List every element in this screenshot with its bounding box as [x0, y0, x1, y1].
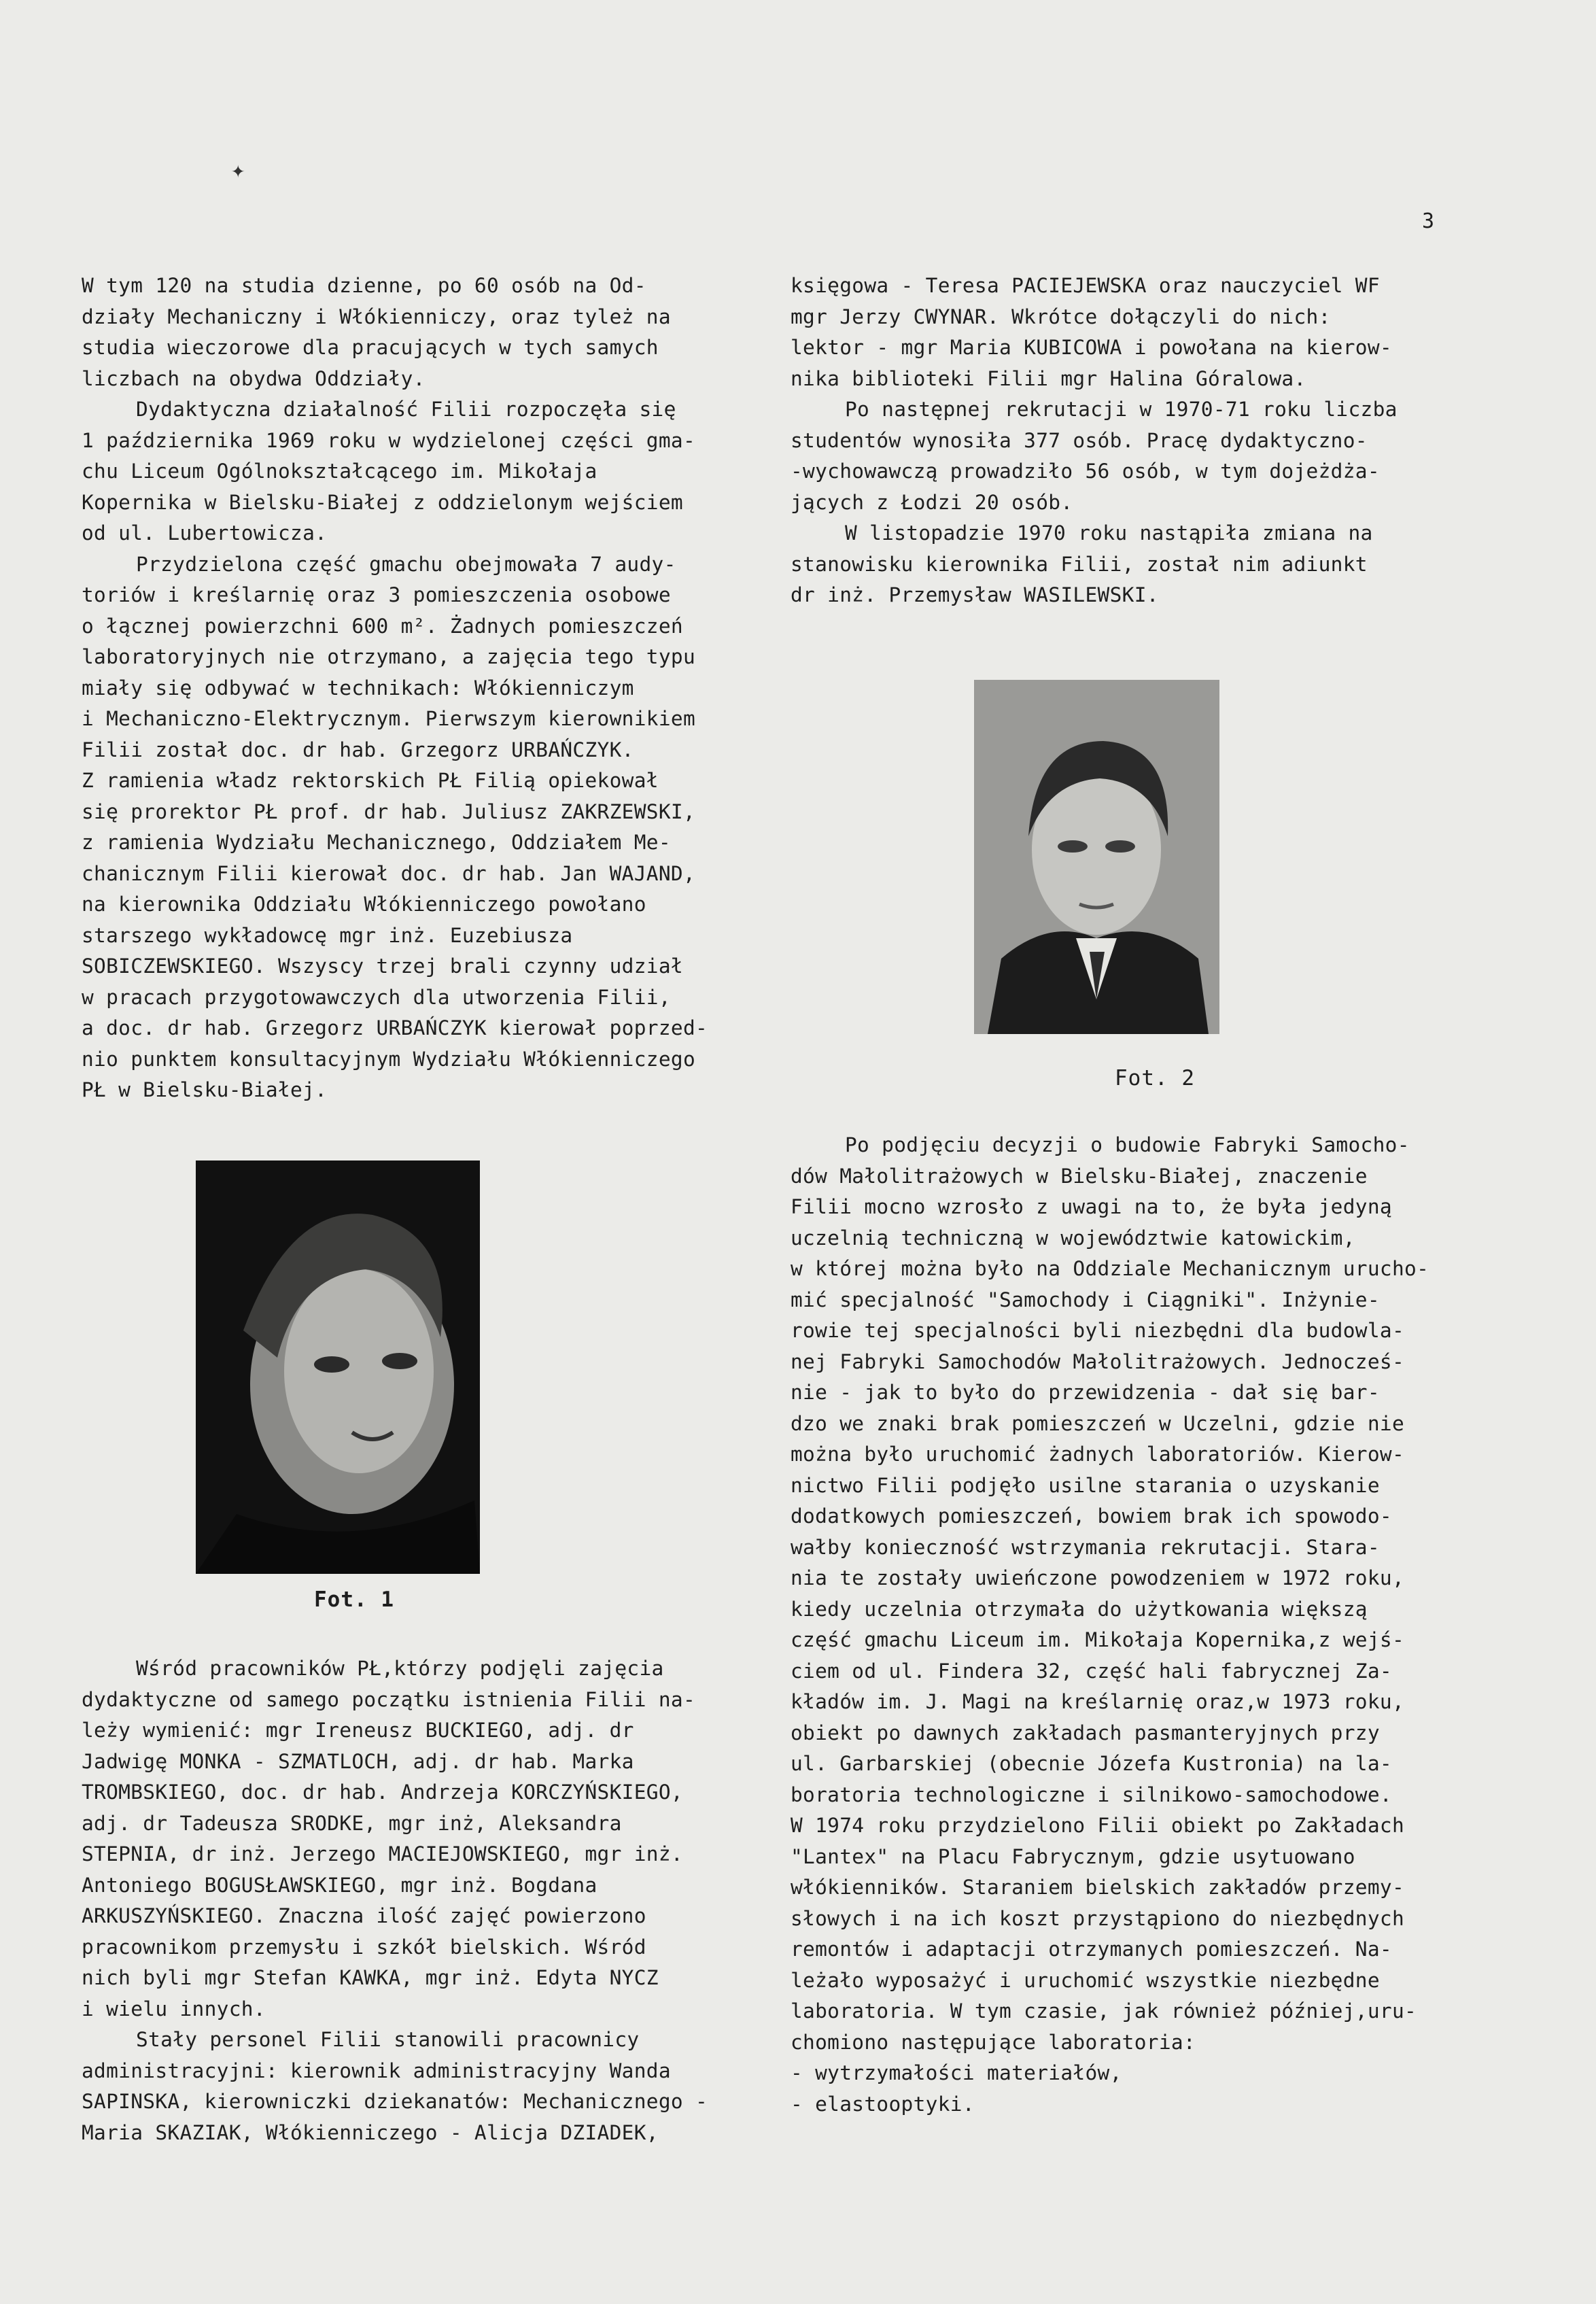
text-line: -wychowawczą prowadziło 56 osób, w tym dojeżdża- [791, 460, 1380, 483]
text-line: Po podjęciu decyzji o budowie Fabryki Samocho- [845, 1133, 1410, 1156]
text-line: księgowa - Teresa PACIEJEWSKA oraz nauczyciel WF [791, 274, 1380, 297]
text-line: i Mechaniczno-Elektrycznym. Pierwszym kierownikiem [82, 707, 696, 730]
text-line: W tym 120 na studia dzienne, po 60 osób na Od- [82, 274, 646, 297]
text-line: nie - jak to było do przewidzenia - dał się bar- [791, 1381, 1380, 1404]
text-line: liczbach na obydwa Oddziały. [82, 366, 426, 390]
text-line: ARKUSZYŃSKIEGO. Znaczna ilość zajęć powierzono [82, 1904, 646, 1927]
text-line: TROMBSKIEGO, doc. dr hab. Andrzeja KORCZYŃSKIEGO, [82, 1781, 683, 1804]
text-line: włókienników. Staraniem bielskich zakładów przemy- [791, 1876, 1405, 1899]
text-line: chanicznym Filii kierował doc. dr hab. Jan WAJAND, [82, 861, 696, 885]
text-line: ciem od ul. Findera 32, część hali fabrycznej Za- [791, 1659, 1392, 1683]
text-line: w pracach przygotowawczych dla utworzenia Filii, [82, 985, 671, 1009]
text-line: Po następnej rekrutacji w 1970-71 roku liczba [845, 398, 1398, 421]
text-line: 1 października 1969 roku w wydzielonej części gma- [82, 428, 696, 452]
portrait-1-image [196, 1160, 480, 1574]
left-column-top-text [82, 271, 708, 1106]
portrait-2-image [974, 680, 1219, 1034]
text-line: W 1974 roku przydzielono Filii obiekt po Zakładach [791, 1814, 1405, 1837]
text-line: stanowisku kierownika Filii, został nim adiunkt [791, 552, 1368, 576]
text-line: w której można było na Oddziale Mechanicznym urucho- [791, 1257, 1429, 1280]
text-line: ul. Garbarskiej (obecnie Józefa Kustronia) na la- [791, 1752, 1392, 1775]
text-line: pracownikom przemysłu i szkół bielskich. Wśród [82, 1935, 646, 1959]
text-line: Stały personel Filii stanowili pracownicy [136, 2028, 640, 2051]
photo-2-caption: Fot. 2 [1115, 1066, 1195, 1090]
text-line: studentów wynosiła 377 osób. Pracę dydaktyczno- [791, 428, 1368, 452]
text-line: i wielu innych. [82, 1997, 266, 2021]
text-line: Jadwigę MONKA - SZMATLOCH, adj. dr hab. Marka [82, 1749, 634, 1773]
text-line: a doc. dr hab. Grzegorz URBAŃCZYK kierował poprzed- [82, 1016, 708, 1039]
text-line: dr inż. Przemysław WASILEWSKI. [791, 583, 1159, 606]
text-line: SAPINSKA, kierowniczki dziekanatów: Mechanicznego - [82, 2090, 708, 2113]
left-column-bottom-text [82, 1653, 708, 2148]
text-line: Filii mocno wzrosło z uwagi na to, że była jedyną [791, 1195, 1392, 1218]
text-line: Wśród pracowników PŁ,którzy podjęli zajęcia [136, 1657, 664, 1680]
text-line: administracyjni: kierownik administracyjny Wanda [82, 2059, 671, 2082]
text-line: starszego wykładowcę mgr inż. Euzebiusza [82, 923, 573, 947]
text-line: Dydaktyczna działalność Filii rozpoczęła się [136, 398, 676, 421]
text-line: lektor - mgr Maria KUBICOWA i powołana na kierow- [791, 336, 1392, 359]
text-line: działy Mechaniczny i Włókienniczy, oraz tyleż na [82, 305, 671, 328]
text-line: nej Fabryki Samochodów Małolitrażowych. Jednocześ- [791, 1349, 1405, 1373]
text-line: kiedy uczelnia otrzymała do użytkowania większą [791, 1597, 1368, 1621]
text-line: - wytrzymałości materiałów, [791, 2061, 1122, 2084]
text-line: toriów i kreślarnię oraz 3 pomieszczenia osobowe [82, 583, 671, 606]
text-line: - elastooptyki. [791, 2092, 975, 2116]
text-line: "Lantex" na Placu Fabrycznym, gdzie usytuowano [791, 1844, 1355, 1868]
text-line: leżało wyposażyć i uruchomić wszystkie niezbędne [791, 1968, 1380, 1992]
text-line: PŁ w Bielsku-Białej. [82, 1078, 328, 1101]
text-line: nio punktem konsultacyjnym Wydziału Włókienniczego [82, 1047, 696, 1071]
text-line: dów Małolitrażowych w Bielsku-Białej, znaczenie [791, 1164, 1368, 1188]
text-line: Kopernika w Bielsku-Białej z oddzielonym wejściem [82, 490, 683, 514]
text-line: Maria SKAZIAK, Włókienniczego - Alicja DZIADEK, [82, 2120, 659, 2144]
text-line: dodatkowych pomieszczeń, bowiem brak ich spowodo- [791, 1505, 1392, 1528]
right-column-top-text [791, 271, 1398, 611]
text-line: boratoria technologiczne i silnikowo-samochodowe. [791, 1783, 1392, 1806]
text-line: W listopadzie 1970 roku nastąpiła zmiana na [845, 521, 1373, 545]
text-line: z ramienia Wydziału Mechanicznego, Oddziałem Me- [82, 831, 671, 854]
text-line: jących z Łodzi 20 osób. [791, 490, 1073, 514]
text-line: nich byli mgr Stefan KAWKA, mgr inż. Edyta NYCZ [82, 1966, 659, 1989]
portrait-photo-2 [974, 680, 1219, 1034]
text-line: laboratoryjnych nie otrzymano, a zajęcia tego typu [82, 645, 696, 668]
text-line: wałby konieczność wstrzymania rekrutacji. Stara- [791, 1535, 1380, 1559]
text-line: uczelnią techniczną w województwie katowickim, [791, 1226, 1355, 1250]
text-line: obiekt po dawnych zakładach pasmanteryjnych przy [791, 1721, 1380, 1744]
text-line: dzo we znaki brak pomieszczeń w Uczelni, gdzie nie [791, 1411, 1405, 1435]
text-line: chu Liceum Ogólnokształcącego im. Mikołaja [82, 460, 597, 483]
text-line: laboratoria. W tym czasie, jak również później,uru- [791, 1999, 1417, 2023]
text-line: Antoniego BOGUSŁAWSKIEGO, mgr inż. Bogdana [82, 1873, 597, 1897]
text-line: leży wymienić: mgr Ireneusz BUCKIEGO, adj. dr [82, 1719, 634, 1742]
portrait-photo-1 [196, 1160, 480, 1574]
text-line: nika biblioteki Filii mgr Halina Góralowa. [791, 366, 1306, 390]
decorative-mark: ✦ [231, 156, 245, 184]
text-line: nia te zostały uwieńczone powodzeniem w 1972 roku, [791, 1566, 1405, 1589]
text-line: chomiono następujące laboratoria: [791, 2030, 1196, 2054]
text-line: dydaktyczne od samego początku istnienia Filii na- [82, 1687, 696, 1711]
text-line: studia wieczorowe dla pracujących w tych samych [82, 336, 659, 359]
text-line: na kierownika Oddziału Włókienniczego powołano [82, 893, 646, 916]
text-line: rowie tej specjalności byli niezbędni dla budowla- [791, 1319, 1405, 1342]
text-line: część gmachu Liceum im. Mikołaja Kopernika,z wejś- [791, 1628, 1405, 1651]
text-line: adj. dr Tadeusza SRODKE, mgr inż, Aleksandra [82, 1811, 622, 1835]
text-line: się prorektor PŁ prof. dr hab. Juliusz ZAKRZEWSKI, [82, 799, 696, 823]
text-line: STEPNIA, dr inż. Jerzego MACIEJOWSKIEGO, mgr inż. [82, 1842, 683, 1865]
right-column-bottom-text [791, 1130, 1429, 2120]
text-line: Z ramienia władz rektorskich PŁ Filią opiekował [82, 769, 659, 792]
photo-1-caption: Fot. 1 [314, 1587, 394, 1612]
text-line: nictwo Filii podjęło usilne starania o uzyskanie [791, 1473, 1380, 1497]
text-line: miały się odbywać w technikach: Włókienniczym [82, 676, 634, 700]
text-line: Przydzielona część gmachu obejmowała 7 audy- [136, 552, 676, 576]
text-line: mgr Jerzy CWYNAR. Wkrótce dołączyli do nich: [791, 305, 1331, 328]
text-line: kładów im. J. Magi na kreślarnię oraz,w 1973 roku, [791, 1690, 1405, 1713]
text-line: Filii został doc. dr hab. Grzegorz URBAŃCZYK. [82, 738, 634, 761]
text-line: słowych i na ich koszt przystąpiono do niezbędnych [791, 1906, 1405, 1930]
text-line: remontów i adaptacji otrzymanych pomieszczeń. Na- [791, 1938, 1392, 1961]
page-number: 3 [1422, 209, 1435, 233]
text-line: mić specjalność "Samochody i Ciągniki". Inżynie- [791, 1288, 1380, 1311]
text-line: o łącznej powierzchni 600 m². Żadnych pomieszczeń [82, 614, 683, 638]
text-line: można było uruchomić żadnych laboratoriów. Kierow- [791, 1443, 1405, 1466]
text-line: od ul. Lubertowicza. [82, 521, 328, 545]
text-line: SOBICZEWSKIEGO. Wszyscy trzej brali czynny udział [82, 955, 683, 978]
